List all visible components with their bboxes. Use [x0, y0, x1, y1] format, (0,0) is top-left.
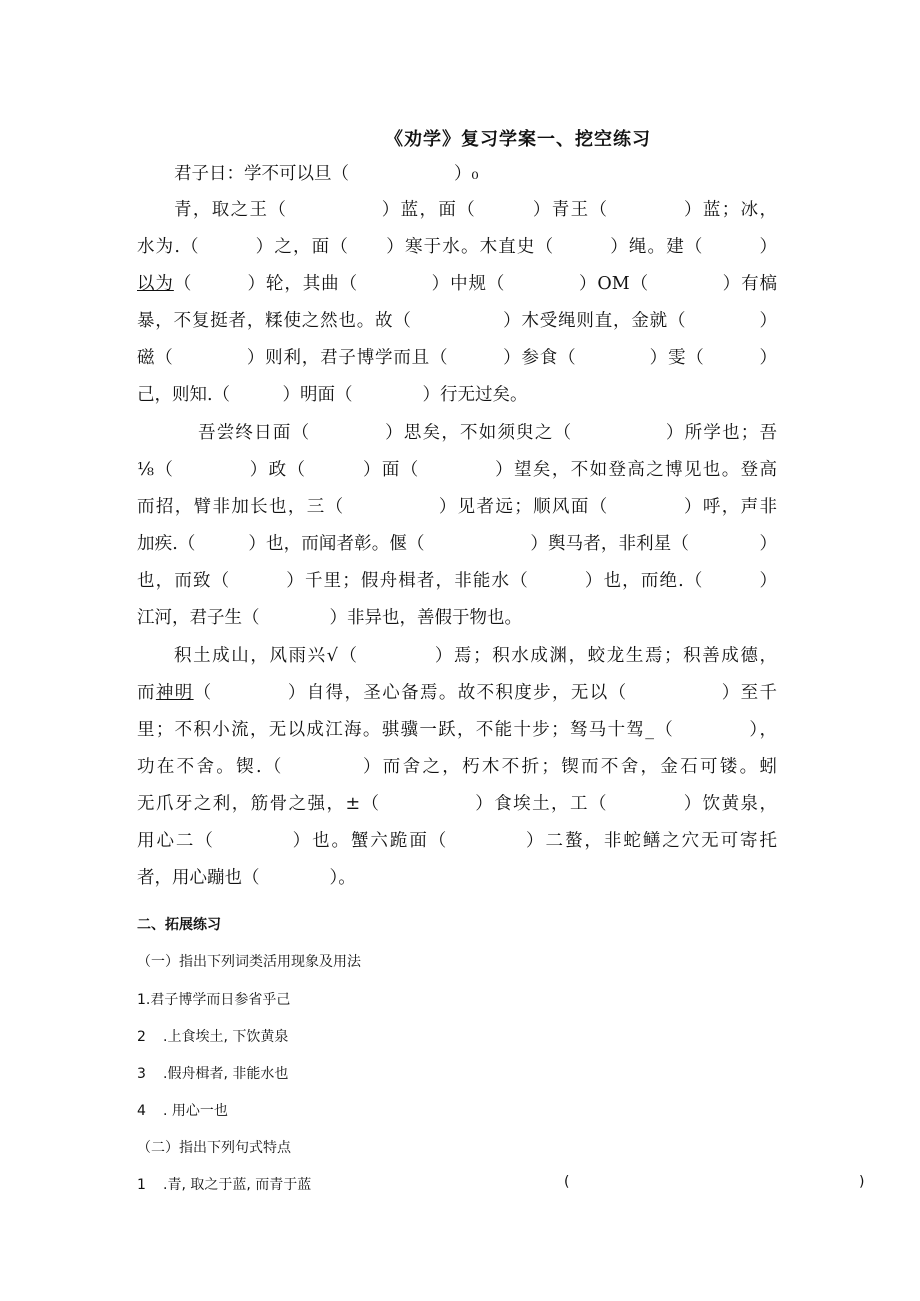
subsection-heading-2: （二）指出下列句式特点: [137, 1140, 291, 1156]
passage-line-text: 而招，臂非加长也，三（ ）见者远；顺风面（ ）呼，声非: [137, 497, 777, 517]
passage-line: [198, 421, 777, 445]
item-number: 1.: [137, 992, 151, 1008]
item-number: 3: [137, 1066, 146, 1082]
item-text: 君子博学而日参省乎己: [150, 992, 291, 1008]
passage-line: [137, 383, 777, 407]
passage-line-text: 用心二（ ）也。蟹六跪面（ ）二螯，非蛇鳝之穴无可寄托: [137, 831, 777, 851]
item-number: 4: [137, 1103, 146, 1119]
passage-line-text: 己，则知.（ ）明面（ ）行无过矣。: [137, 385, 528, 405]
passage-line: [137, 532, 777, 556]
passage-line-text: ⅛（ ）政（ ）面（ ）望矣，不如登高之博见也。登高: [137, 460, 777, 480]
passage-line-text: （ ）自得，圣心备焉。故不积度步，无以（ ）至千: [193, 683, 778, 703]
passage-line-text: 磁（ ）则利，君子博学而且（ ）参食（ ）雯（ ）: [137, 348, 777, 368]
passage-line: [137, 235, 777, 259]
passage-line-underlined: 神明: [155, 683, 194, 703]
passage-line: [174, 162, 777, 186]
passage-line: [137, 495, 777, 519]
passage-line: [137, 309, 777, 333]
item-text: .上食埃土, 下饮黄泉: [163, 1029, 289, 1045]
passage-line: [137, 755, 777, 779]
passage-line-text: 吾尝终日面（ ）思矣，不如须臾之（ ）所学也；吾: [198, 423, 777, 443]
passage-line-prefix: 而: [137, 683, 156, 703]
passage-line-text: 无爪牙之利，筋骨之强，±（ ）食埃土，工（ ）饮黄泉，: [137, 794, 777, 814]
passage-line: [174, 644, 777, 668]
section-heading: 二、拓展练习: [137, 917, 221, 933]
passage-line: [137, 792, 777, 816]
passage-line: [137, 346, 777, 370]
page-title: 《劝学》复习学案一、挖空练习: [385, 129, 651, 150]
passage-line-text: 功在不舍。锲.（ ）而舍之，朽木不折；锲而不舍，金石可镂。蚓: [137, 757, 777, 777]
item-text: . 用心一也: [163, 1103, 228, 1119]
item-text: .假舟楫者, 非能水也: [163, 1066, 289, 1082]
passage-line: [137, 458, 777, 482]
passage-line: [137, 829, 777, 853]
passage-line-text: 里；不积小流，无以成江海。骐骥一跃，不能十步；驽马十驾_（ ），: [137, 720, 777, 740]
passage-line-text: 也，而致（ ）千里；假舟楫者，非能水（ ）也，而绝.（ ）: [137, 571, 777, 591]
exercise-item: [137, 1100, 228, 1120]
passage-line: [137, 681, 777, 705]
passage-line-text: 积土成山，风雨兴√（ ）焉；积水成渊，蛟龙生焉；积善成德，: [174, 646, 777, 666]
passage-line-text: 暴，不复挺者，糅使之然也。故（ ）木受绳则直，金就（ ）: [137, 311, 777, 331]
passage-line-text: （ ）轮，其曲（ ）中规（ ）OM（ ）有槁: [173, 274, 778, 294]
passage-line-text: 者，用心蹦也（ ）。: [137, 868, 356, 888]
passage-line-text: 青，取之王（ ）蓝，面（ ）青王（ ）蓝；冰，: [174, 200, 777, 220]
passage-line-prefix: 以为: [137, 274, 174, 294]
exercise-item: [137, 1063, 288, 1083]
exercise-item: [137, 1174, 865, 1194]
passage-line: [137, 272, 777, 296]
passage-line: [137, 866, 777, 890]
exercise-item: [137, 1026, 288, 1046]
item-number: 1: [137, 1177, 146, 1193]
passage-line-text: 江河，君子生（ ）非异也，善假于物也。: [137, 608, 522, 628]
passage-line: [137, 718, 777, 742]
passage-line: [137, 606, 777, 630]
answer-paren-right: ): [859, 1174, 865, 1190]
item-text: .青, 取之于蓝, 而青于蓝: [163, 1177, 312, 1193]
passage-line-text: 君子日：学不可以旦（ ）₀: [174, 164, 479, 184]
subsection-heading-1: （一）指出下列词类活用现象及用法: [137, 954, 361, 970]
passage-line: [174, 198, 777, 222]
answer-paren-left: (: [564, 1174, 570, 1190]
passage-line-text: 加疾.（ ）也，而闻者彰。偃（ ）舆马者，非利星（ ）: [137, 534, 777, 554]
passage-line-text: 水为.（ ）之，面（ ）寒于水。木直史（ ）绳。建（ ）: [137, 237, 777, 257]
item-number: 2: [137, 1029, 146, 1045]
passage-line: [137, 569, 777, 593]
exercise-item: [137, 989, 290, 1009]
